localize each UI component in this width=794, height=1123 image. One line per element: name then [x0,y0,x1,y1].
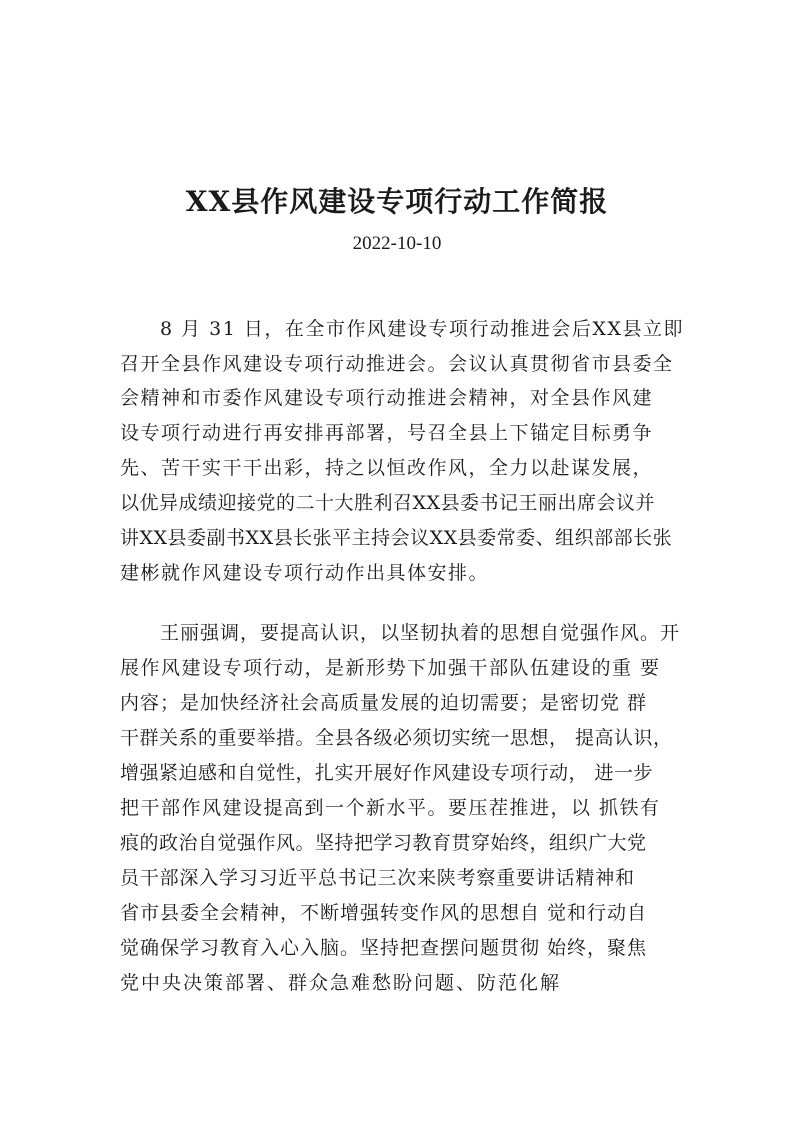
paragraph-2-line-3: 内容；是加快经济社会高质量发展的迫切需要；是密切党 群 [120,692,648,714]
paragraph-2-line-1: 王丽强调，要提高认识，以坚韧执着的思想自觉强作风。开 [160,622,681,644]
paragraph-1-line-7: 讲XX县委副书XX县长张平主持会议XX县委常委、组织部部长张 [120,527,673,549]
paragraph-1-line-3: 会精神和市委作风建设专项行动推进会精神，对全县作风建 [120,387,654,409]
paragraph-2-line-4: 干群关系的重要举措。全县各级必须切实统一思想， 提高认识， [120,727,673,749]
paragraph-1-line-2: 召开全县作风建设专项行动推进会。会议认真贯彻省市县委全 [120,353,674,375]
paragraph-2-line-10: 觉确保学习教育入心入脑。坚持把查摆问题贯彻 始终，聚焦 [120,937,648,959]
paragraph-2-line-9: 省市县委全会精神，不断增强转变作风的思想自 觉和行动自 [120,902,648,924]
paragraph-2-line-7: 痕的政治自觉强作风。坚持把学习教育贯穿始终，组织广大党 [120,832,647,854]
paragraph-1-line-5: 先、苦干实干干出彩，持之以恒改作风，全力以赴谋发展， [120,457,654,479]
paragraph-1-line-8: 建彬就作风建设专项行动作出具体安排。 [120,562,490,584]
paragraph-2-line-6: 把干部作风建设提高到一个新水平。要压茬推进，以 抓铁有 [120,797,661,819]
document-date: 2022-10-10 [352,233,442,254]
paragraph-2-line-5: 增强紧迫感和自觉性，扎实开展好作风建设专项行动， 进一步 [120,762,654,784]
paragraph-1-line-4: 设专项行动进行再安排再部署，号召全县上下锚定目标勇争 [120,422,654,444]
paragraph-2-line-2: 展作风建设专项行动，是新形势下加强干部队伍建设的重 要 [120,657,661,679]
document-title: XX县作风建设专项行动工作简报 [185,185,609,218]
paragraph-2-line-11: 党中央决策部署、群众急难愁盼问题、防范化解 [120,972,562,994]
paragraph-1-line-6: 以优异成绩迎接党的二十大胜利召XX县委书记王丽出席会议并 [120,492,656,514]
paragraph-2-line-8: 员干部深入学习习近平总书记三次来陕考察重要讲话精神和 [120,867,635,889]
paragraph-1-line-1: 8 月 31 日，在全市作风建设专项行动推进会后XX县立即 [160,318,684,340]
